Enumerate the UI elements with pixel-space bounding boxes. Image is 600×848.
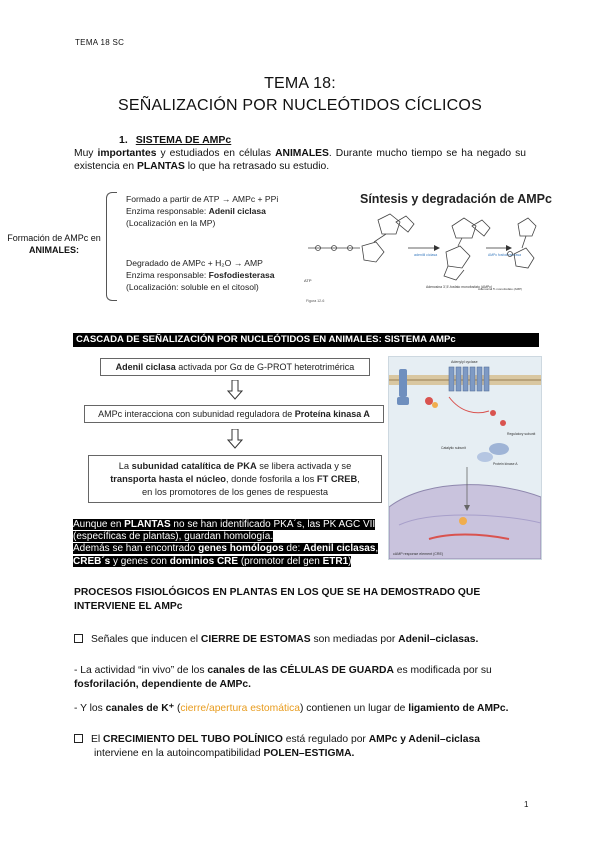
checkbox-bullet-icon xyxy=(74,734,83,743)
text: , xyxy=(375,543,379,555)
text-bold: subunidad catalítica de PKA xyxy=(131,461,257,471)
formation-label-b: ANIMALES: xyxy=(29,245,79,255)
process-item-4 xyxy=(74,733,534,761)
cascade-heading-bar: CASCADA DE SEÑALIZACIÓN POR NUCLEÓTIDOS EN ANIMALES: SISTEMA AMPc xyxy=(73,333,539,347)
figure-title: Síntesis y degradación de AMPc xyxy=(360,192,552,206)
text-bold: Adenil ciclasa xyxy=(208,206,266,216)
amp-structure xyxy=(508,218,537,268)
text: está regulado por xyxy=(282,734,369,745)
text: activada por Gα de G-PROT heterotrimérica xyxy=(175,362,355,372)
text: interviene en la autoincompatibilidad xyxy=(94,748,264,759)
box3-line2 xyxy=(89,473,381,486)
cell-label-cre: cAMP response element (CRE) xyxy=(393,552,444,556)
section1-heading xyxy=(119,134,231,146)
text: ) xyxy=(348,555,352,567)
box3-line1 xyxy=(89,460,381,473)
text: es modificada por su xyxy=(393,665,492,676)
plants-note xyxy=(73,519,413,568)
figure-caption: Figura 12-6 xyxy=(306,299,325,303)
process-item-3 xyxy=(74,702,534,716)
arrow-head-2 xyxy=(506,245,512,251)
text-bold: ETR1 xyxy=(322,555,349,567)
page-title-line1: TEMA 18: xyxy=(264,75,336,92)
text: - La actividad “in vivo” de los xyxy=(74,665,208,676)
text-bold: AMPc y Adenil–ciclasa xyxy=(368,734,480,745)
text: Además se han encontrado xyxy=(73,543,199,555)
text-bold: CIERRE DE ESTOMAS xyxy=(200,634,311,645)
cell-label-pka: Protein kinase A xyxy=(493,462,518,466)
text-bold: FT CREB xyxy=(316,474,358,484)
arrow-head-1 xyxy=(434,245,440,251)
checkbox-bullet-icon xyxy=(74,634,83,643)
receptor-shape xyxy=(397,369,409,405)
text: , xyxy=(357,474,360,484)
text-bold: PLANTAS xyxy=(136,160,185,172)
section1-title: SISTEMA DE AMPc xyxy=(135,134,232,146)
text-bold: POLEN–ESTIGMA. xyxy=(263,748,355,759)
section1-paragraph xyxy=(74,148,526,173)
formation-label-a: Formación de AMPc en xyxy=(7,233,101,243)
camp-structure xyxy=(444,218,490,280)
text-bold: Fosfodiesterasa xyxy=(208,270,275,280)
text-bold: canales de K⁺ xyxy=(105,703,175,714)
text: de: xyxy=(283,543,304,555)
page-number: 1 xyxy=(524,800,529,809)
text: (promotor del gen xyxy=(238,555,323,567)
text: Señales que inducen el xyxy=(91,634,201,645)
cascade-box-3 xyxy=(88,455,382,503)
camp-synthesis-figure xyxy=(300,190,538,322)
formation-loc1: (Localización en la MP) xyxy=(126,218,216,228)
running-header: TEMA 18 SC xyxy=(75,38,125,47)
atp-label: ATP xyxy=(304,278,312,283)
atp-structure xyxy=(308,214,414,262)
text: El xyxy=(91,734,104,745)
process-item-1 xyxy=(74,633,534,647)
text: lo que ha retrasado su estudio. xyxy=(184,160,330,172)
cascade-box-2 xyxy=(84,405,384,423)
text-bold: Proteína kinasa A xyxy=(294,409,370,419)
text: se libera activada y se xyxy=(256,461,352,471)
formation-degraded: Degradado de AMPc + H₂O → AMP xyxy=(126,258,263,268)
text-accent: cierre/apertura estomática xyxy=(180,703,300,714)
text: - Y los xyxy=(74,703,106,714)
text: Enzima responsable: xyxy=(126,206,209,216)
formation-label xyxy=(2,232,106,256)
text: ( xyxy=(174,703,181,714)
text-bold: genes homólogos xyxy=(198,543,284,555)
text-bold: canales de las CÉLULAS DE GUARDA xyxy=(207,665,394,676)
text: Enzima responsable: xyxy=(126,270,209,280)
text-bold: Adenil ciclasa xyxy=(115,362,176,372)
text-bold: transporta hasta el núcleo xyxy=(110,474,226,484)
text-bold: Adenil ciclasas xyxy=(303,543,376,555)
signal-line xyxy=(449,397,489,413)
text: Aunque en xyxy=(73,519,125,530)
pka-regulatory xyxy=(489,443,509,455)
cascade-box-1 xyxy=(100,358,370,376)
amp-label: Adenosina 5'-monofosfato (AMP) xyxy=(478,287,523,291)
text: , donde fosforila a los xyxy=(225,474,317,484)
formation-enzyme2 xyxy=(126,269,275,281)
text-bold: CRECIMIENTO DEL TUBO POLÍNICO xyxy=(103,734,283,745)
text-bold: Adenil–ciclasas. xyxy=(398,634,479,645)
cell-label-regulatory: Regulatory subunit xyxy=(507,432,536,436)
text: La xyxy=(118,461,132,471)
creb-shape xyxy=(459,517,467,525)
text: y genes con xyxy=(110,555,170,567)
cell-label-catalytic: Catalytic subunit xyxy=(441,446,466,450)
formation-loc2: (Localización: soluble en el citosol) xyxy=(126,282,259,292)
text-bold: fosforilación, dependiente de AMPc. xyxy=(74,679,251,690)
text: son mediadas por xyxy=(310,634,399,645)
box3-line3: en los promotores de los genes de respuesta xyxy=(141,487,329,497)
text-bold: importantes xyxy=(97,148,157,159)
section1-number: 1. xyxy=(119,134,128,146)
text-bold: CREB´s xyxy=(73,555,111,567)
cyclase-label: adenilil ciclasa xyxy=(414,253,438,257)
formation-formed: Formado a partir de ATP → AMPc + PPi xyxy=(126,194,279,204)
brace-bracket xyxy=(106,192,117,301)
text: Muy xyxy=(74,148,98,159)
text-bold: dominios CRE xyxy=(169,555,239,567)
cell-label-adenylyl: Adenylyl cyclase xyxy=(451,360,478,364)
g-protein-shape xyxy=(425,397,433,405)
text-bold: ligamiento de AMPc. xyxy=(408,703,509,714)
text: ) contienen un lugar de xyxy=(300,703,409,714)
text: y estudiados en células xyxy=(156,148,276,159)
down-arrow-icon xyxy=(227,429,243,449)
text-bold: PLANTAS xyxy=(124,519,171,530)
text: no se han identificado PKA´s, las PK AGC VII (específicas de plantas), guardan homología. xyxy=(73,519,376,543)
formation-enzyme1 xyxy=(126,205,266,217)
pka-catalytic xyxy=(477,452,493,462)
text: . Durante mucho tiempo se ha negado su existencia en xyxy=(74,148,526,172)
pde-label: AMPc fosfodiesterasa xyxy=(488,253,521,257)
page-title-line2: SEÑALIZACIÓN POR NUCLEÓTIDOS CÍCLICOS xyxy=(118,97,482,114)
text-bold: ANIMALES xyxy=(275,148,329,159)
processes-heading: PROCESOS FISIOLÓGICOS EN PLANTAS EN LOS QUE SE HA DEMOSTRADO QUE INTERVIENE EL AMPc xyxy=(74,587,481,612)
text: AMPc interacciona con subunidad reguladora de xyxy=(98,409,295,419)
process-item-2 xyxy=(74,664,534,692)
down-arrow-icon xyxy=(227,380,243,400)
camp-label: Adenosina 3',5'-fosfato monofosfato (AMPc) xyxy=(426,285,493,289)
g-protein-beta xyxy=(432,402,438,408)
